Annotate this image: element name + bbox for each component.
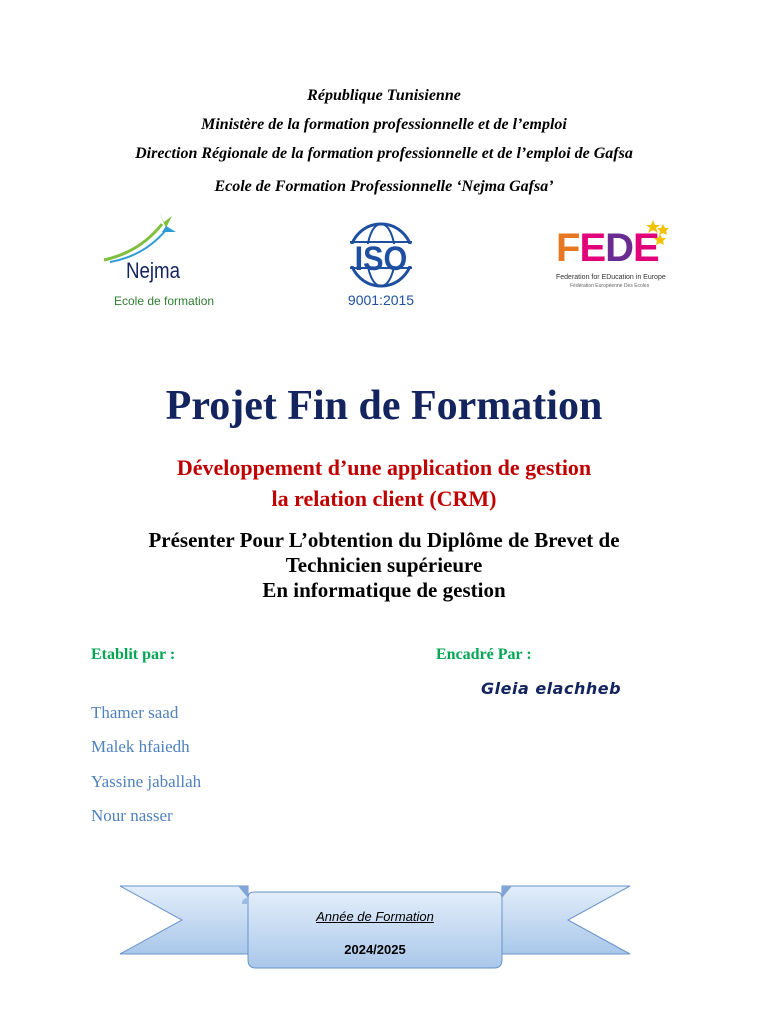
author-name: Yassine jaballah: [91, 772, 202, 791]
fede-logo-subcaption: Fédération Européenne Des Ecoles: [570, 283, 650, 289]
authors-label: Etablit par :: [91, 646, 176, 663]
diploma-line3: En informatique de gestion: [262, 578, 506, 602]
nejma-logo-name: Nejma: [126, 258, 181, 283]
iso-logo: [346, 222, 416, 312]
fede-logo: [556, 218, 671, 293]
supervisor-name: Gleia elachheb: [481, 679, 622, 698]
fede-logo-caption: Federation for EDucation in Europe: [556, 274, 666, 281]
year-ribbon: [118, 884, 632, 972]
ribbon-year: 2024/2025: [344, 942, 406, 957]
ribbon-label: Année de Formation: [316, 909, 434, 924]
diploma-line1: Présenter Pour L’obtention du Diplôme de Brevet de: [148, 528, 620, 552]
supervision-label: Encadré Par :: [436, 646, 532, 663]
fede-logo-name: FEDE: [556, 226, 659, 270]
header-republic: République Tunisienne: [307, 87, 461, 104]
subtitle-line2: la relation client (CRM): [271, 486, 497, 511]
iso-logo-name: ISO: [354, 240, 408, 278]
header-ministry: Ministère de la formation professionnelle et de l’emploi: [201, 116, 567, 133]
author-name: Thamer saad: [91, 703, 179, 722]
author-name: Nour nasser: [91, 806, 173, 825]
header-school: Ecole de Formation Professionnelle ‘Nejma Gafsa’: [214, 178, 554, 195]
page-title: Projet Fin de Formation: [165, 383, 603, 429]
iso-logo-caption: 9001:2015: [347, 292, 415, 308]
author-name: Malek hfaiedh: [91, 737, 190, 756]
subtitle-line1: Développement d’une application de gestion: [176, 455, 592, 480]
header-direction: Direction Régionale de la formation professionnelle et de l’emploi de Gafsa: [135, 145, 633, 162]
diploma-line2: Technicien supérieure: [285, 553, 483, 577]
nejma-logo-caption: Ecole de formation: [114, 294, 215, 308]
ribbon-shape: [118, 884, 632, 972]
nejma-logo: [100, 208, 220, 313]
